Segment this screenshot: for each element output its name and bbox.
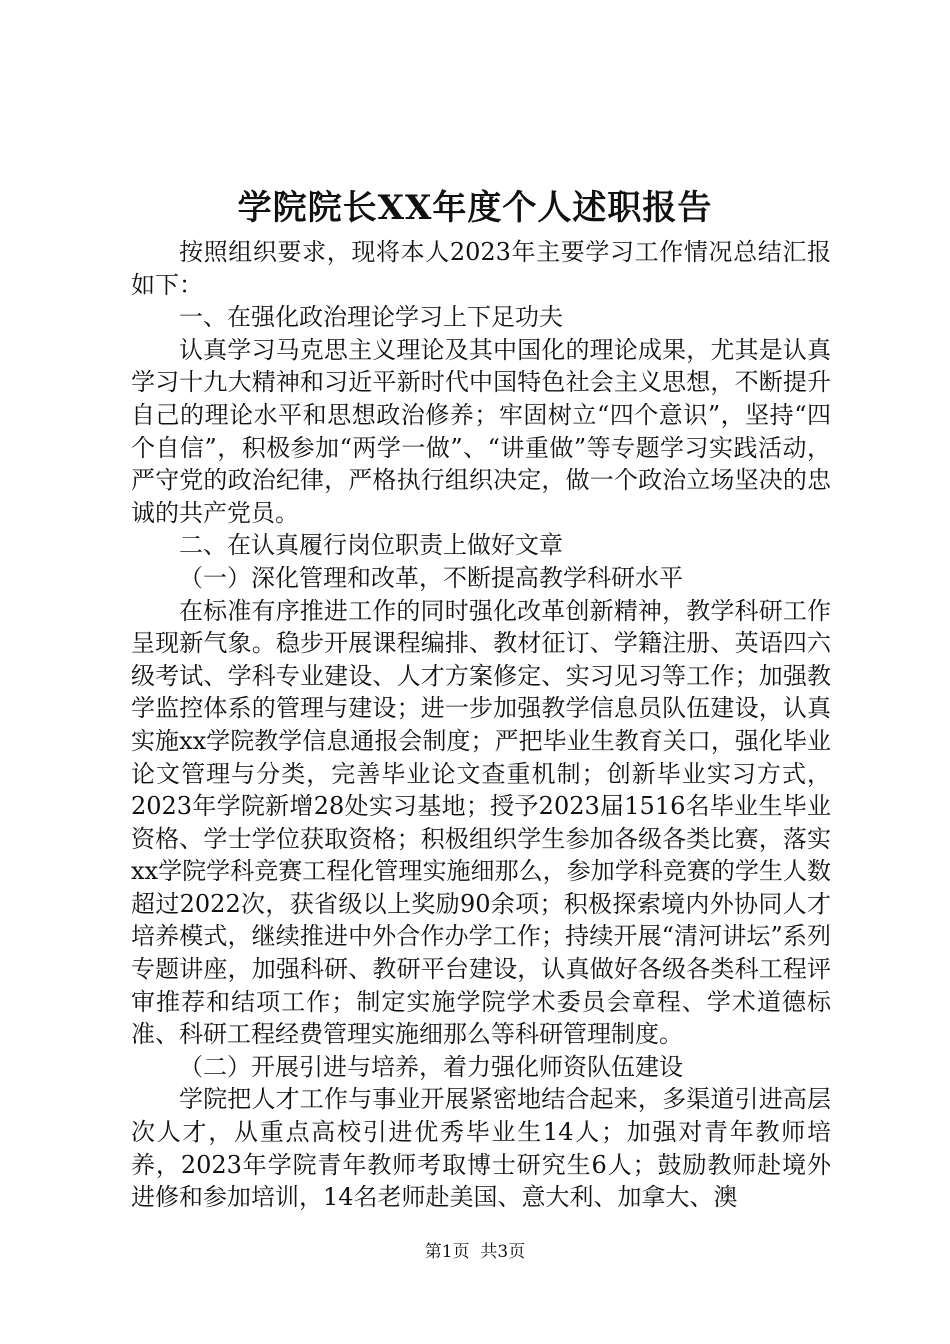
page-total: 共3页 [480,1242,526,1262]
page-footer [0,1240,950,1264]
intro-paragraph: 按照组织要求，现将本人2023年主要学习工作情况总结汇报如下： [131,238,831,299]
page-number: 第1页 [424,1242,470,1262]
section-heading-1: 一、在强化政治理论学习上下足功夫 [179,303,563,332]
body-paragraph: 认真学习马克思主义理论及其中国化的理论成果，尤其是认真学习十九大精神和习近平新时代中国特色社会主义思想，不断提升自己的理论水平和思想政治修养；牢固树立“四个意识”，坚持“四个自信”，积极参加“两学一做”、“讲重做”等专题学习实践活动，严守党的政治纪律，严格执行组织决定，做一个政治立场坚决的忠诚的共产党员。 [131,335,831,527]
body-paragraph: 在标准有序推进工作的同时强化改革创新精神，教学科研工作呈现新气象。稳步开展课程编排、教材征订、学籍注册、英语四六级考试、学科专业建设、人才方案修定、实习见习等工作；加强教学监控体系的管理与建设；进一步加强教学信息员队伍建设，认真实施xx学院教学信息通报会制度；严把毕业生教育关口，强化毕业论文管理与分类，完善毕业论文查重机制；创新毕业实习方式，2023年学院新增28处实习基地；授予2023届1516名毕业生毕业资格、学士学位获取资格；积极组织学生参加各级各类比赛，落实xx学院学科竞赛工程化管理实施细那么，参加学科竞赛的学生人数超过2022次，获省级以上奖励90余项；积极探索境内外协同人才培养模式，继续推进中外合作办学工作；持续开展“清河讲坛”系列专题讲座，加强科研、教研平台建设，认真做好各级各类科工程评审推荐和结项工作；制定实施学院学术委员会章程、学术道德标准、科研工程经费管理实施细那么等科研管理制度。 [131,596,831,1049]
subsection-heading-1: （一）深化管理和改革，不断提高教学科研水平 [179,563,683,592]
body-paragraph: 学院把人才工作与事业开展紧密地结合起来，多渠道引进高层次人才，从重点高校引进优秀毕业生14人；加强对青年教师培养，2023年学院青年教师考取博士研究生6人；鼓励教师赴境外进修和参加培训，14名老师赴美国、意大利、加拿大、澳 [131,1085,831,1212]
document-title: 学院院长XX年度个人述职报告 [237,188,713,228]
document-body [131,236,831,1214]
section-heading-2: 二、在认真履行岗位职责上做好文章 [179,531,563,560]
subsection-heading-2: （二）开展引进与培养，着力强化师资队伍建设 [179,1052,683,1081]
